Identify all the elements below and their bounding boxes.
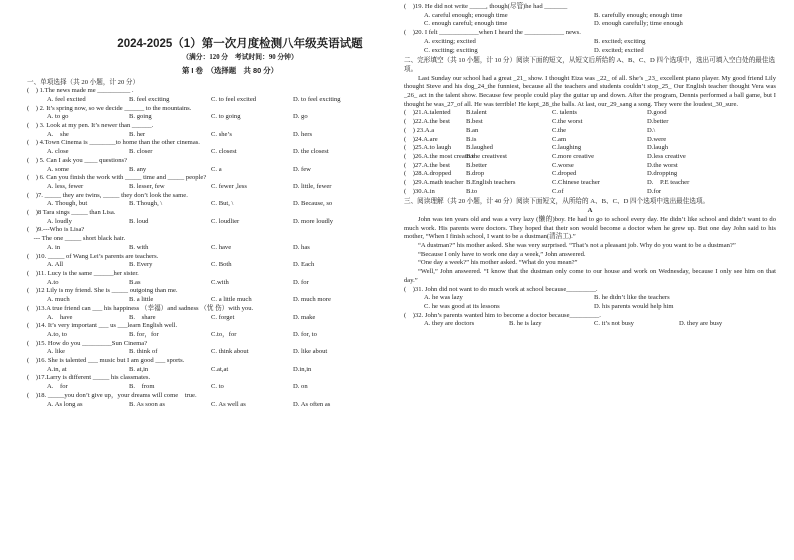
option: B. he is lazy <box>509 320 542 328</box>
option: D. Each <box>293 261 315 269</box>
option: D. like about <box>293 348 328 356</box>
option-row <box>27 148 393 157</box>
option-row <box>27 296 393 305</box>
option: C. to going <box>211 113 241 121</box>
question-stem: ( )12 Lily is my friend. She is _____ outgoing than me. <box>27 287 178 295</box>
question-stem: ( )19. He did not write _____, though(尽管)he had _______ <box>404 3 568 10</box>
passage-paragraph: “One day a week?” his mother asked. “What do you mean?” <box>418 259 578 267</box>
cloze-option: B.an <box>466 126 479 134</box>
option: D. make <box>293 313 316 321</box>
question-stem: ( ) 3. Look at my pen. It’s newer than ______. <box>27 122 154 130</box>
cloze-row <box>404 170 776 179</box>
option: C. a <box>211 165 222 173</box>
question-stem: ( )7. _____ they are twins, _____ they don’t look the same. <box>27 191 188 199</box>
option: B.as <box>129 278 141 286</box>
cloze-options <box>404 109 776 196</box>
option: D. to feel exciting <box>293 95 341 103</box>
option-row <box>404 320 776 329</box>
cloze-option: B.to <box>466 187 478 195</box>
option: C. As well as <box>211 400 246 408</box>
option: D. for <box>293 278 309 286</box>
question-stem: ( )32. John’s parents wanted him to become a doctor because_________. <box>404 311 601 319</box>
cloze-row <box>404 153 776 162</box>
cloze-passage: Last Sunday our school had a great _21_ show. I thought Eiza was _22_ of all. She’s _23_ excellent piano player. My good friend Lily thought Steve and his dog_24_the funniest, because all the teachers and students couldn’t stop_25_ Our English teacher thought Vera was _26_ act in the talent show. Because few people could play the guitar up and down. After the program, Dennis performed a ball game, but I thought he was_27_of all. He was terrible! He kept_28_the balls. At last, our_29_sang a song. They were the loudest_30_sure. <box>404 74 776 108</box>
option: D. his parents would help him <box>594 302 674 310</box>
option: A. exciting; excited <box>424 37 476 45</box>
option-row <box>27 314 393 323</box>
option: C. have <box>211 243 232 251</box>
option: B. Every <box>129 261 153 269</box>
cloze-option: ( )30.A.in <box>404 187 435 195</box>
option: B. any <box>129 165 147 173</box>
option: A. close <box>47 148 69 156</box>
option: C. a little much <box>211 296 252 304</box>
option: B. loud <box>129 217 149 225</box>
option: B. he didn’t like the teachers <box>594 294 670 302</box>
passage-paragraph: “Because I only have to work one day a week,” John answered. <box>418 250 586 258</box>
question-stem: ( )14. It’s very important ___ us ___learn English well. <box>27 322 178 330</box>
option: B. her <box>129 130 146 138</box>
option: A. As long as <box>47 400 83 408</box>
option-row <box>404 12 776 21</box>
question-stem: ( )10. _____ of Wang Lei’s parents are teachers. <box>27 252 159 260</box>
option: D. go <box>293 113 308 121</box>
cloze-option: ( )22.A.the best <box>404 118 450 126</box>
cloze-option: C. talents <box>552 109 577 117</box>
cloze-option: B.the creativest <box>466 152 508 160</box>
reading-questions <box>404 286 776 330</box>
option: C.to，for <box>211 330 237 338</box>
option: C.with <box>211 278 229 286</box>
option: B. share <box>129 313 156 321</box>
cloze-row <box>404 188 776 197</box>
cloze-option: D.less creative <box>647 152 686 160</box>
option-row <box>27 261 393 270</box>
option: D. Because, so <box>293 200 333 208</box>
option: C. fewer ,less <box>211 182 247 190</box>
option: D. little, fewer <box>293 182 332 190</box>
option: A.to, to <box>47 330 67 338</box>
option-row <box>27 348 393 357</box>
cloze-option: ( )24.A.are <box>404 135 438 143</box>
option: A. feel excited <box>47 95 86 103</box>
option: D. much more <box>293 296 331 304</box>
option: D. more loudly <box>293 217 334 225</box>
option: C. enough careful; enough time <box>424 20 508 28</box>
option: D. few <box>293 165 311 173</box>
option-row <box>27 166 393 175</box>
section3-heading: 三、阅读理解（共 20 小题，计 40 分）阅读下面短文，从所给的 A、B、C、D 四个选项中选出最佳选项。 <box>404 198 710 206</box>
option: A. she <box>47 130 69 138</box>
cloze-option: D. P.E teacher <box>647 179 690 187</box>
cloze-option: ( )28.A.dropped <box>404 170 452 178</box>
question-stem: ( )31. John did not want to do much work at school because_________. <box>404 285 598 293</box>
option: A. Though, but <box>47 200 88 208</box>
section1-continued <box>404 3 776 55</box>
option-row <box>27 200 393 209</box>
option-row <box>27 244 393 253</box>
right-column <box>404 0 776 329</box>
option: B. closer <box>129 148 153 156</box>
section1-questions <box>27 87 393 409</box>
option: B. from <box>129 383 155 391</box>
question-stem: ( )11. Lucy is the same ______her sister. <box>27 270 139 277</box>
part-heading: 第 I 卷 （选择题 共 80 分） <box>181 65 279 75</box>
option: C. it’s not busy <box>594 320 634 328</box>
question-stem: ( ) 1.The news made me __________ . <box>27 87 134 95</box>
cloze-option: C.worse <box>552 161 574 169</box>
option: A. he was lazy <box>424 294 463 302</box>
option: D. has <box>293 243 310 251</box>
cloze-option: D.laugh <box>647 144 669 152</box>
passage-paragraph: “Well,” John answered. “I know that the dustman only come to our house and work on Wednesday, because I only see him on that day.” <box>404 268 776 284</box>
option-row <box>27 383 393 392</box>
option: A. some <box>47 165 69 173</box>
option: D. they are busy <box>679 320 723 328</box>
page-title: 2024-2025（1）第一次月度检测八年级英语试题 <box>117 38 363 50</box>
question-stem: ( ) 2. It’s spring now, so we decide ______ to the mountains. <box>27 104 192 112</box>
question-stem: ( ) 5. Can I ask you ____ questions? <box>27 156 127 164</box>
cloze-option: B.drop <box>466 170 485 178</box>
option: B. lesser, few <box>129 182 165 190</box>
cloze-option: B.talent <box>466 109 487 117</box>
option: A. have <box>47 313 73 321</box>
left-column <box>27 0 393 409</box>
option-row <box>27 401 393 410</box>
option: D. hers <box>293 130 313 138</box>
question-stem: ( )8 Tara sings _____ than Lisa. <box>27 209 116 217</box>
option: C. But, \ <box>211 200 234 208</box>
option-row <box>404 47 776 56</box>
option-row <box>27 279 393 288</box>
question-stem: ( )13.A true friend can ___ his happiness （幸福）and sadness （忧 伤）with you. <box>27 304 254 312</box>
option-row <box>404 303 776 312</box>
option: C. to <box>211 383 224 391</box>
option: C. forget <box>211 313 235 321</box>
option: B. Though, \ <box>129 200 163 208</box>
option-row <box>27 96 393 105</box>
cloze-option: ( )21.A.talented <box>404 109 451 117</box>
option: B. a little <box>129 296 154 304</box>
option: C. he was good at its lessons <box>424 302 500 310</box>
option-row <box>404 20 776 29</box>
cloze-option: C.the worst <box>552 118 583 126</box>
cloze-option: B.laughed <box>466 144 493 152</box>
option-row <box>27 131 393 140</box>
option-row <box>27 366 393 375</box>
question-stem: ( )18. _____you don’t give up，your dreams will come true. <box>27 391 197 399</box>
option: A. like <box>47 348 65 356</box>
cloze-row <box>404 136 776 145</box>
question-stem: ( )20. I felt ____________when I heard the ____________ news. <box>404 29 581 37</box>
option: C. think about <box>211 348 249 356</box>
option-row <box>27 183 393 192</box>
option: B. carefully enough; enough time <box>594 11 683 19</box>
option: A. careful enough; enough time <box>424 11 508 19</box>
question-stem: ( )9.---Who is Lisa? <box>27 226 85 234</box>
cloze-option: D.\ <box>647 126 656 134</box>
question-stem: ( )17.Larry is different _____ his classmates. <box>27 374 151 382</box>
cloze-option: B.best <box>466 118 483 126</box>
passage-paragraph: “A dustman?” his mother asked. She was very surprised. “That’s not a pleasant job. Why do you want to be a dustman?” <box>418 241 736 249</box>
option: B. think of <box>129 348 158 356</box>
option: B. excited; exciting <box>594 37 646 45</box>
option: A. in <box>47 243 61 251</box>
option: C. exciting; exciting <box>424 46 478 54</box>
cloze-option: D.the worst <box>647 161 678 169</box>
cloze-option: D.for <box>647 187 662 195</box>
cloze-option: B.better <box>466 161 488 169</box>
cloze-option: C.laughing <box>552 144 582 152</box>
cloze-option: C.droped <box>552 170 577 178</box>
cloze-option: ( )27.A.the best <box>404 161 450 169</box>
option: A. All <box>47 261 64 269</box>
option: C. closest <box>211 148 237 156</box>
question-stem: ( )16. She is talented ___ music but I am good ___ sports. <box>27 357 185 365</box>
cloze-option: ( )29.A.math teacher <box>404 179 464 187</box>
option: C. loudlier <box>211 217 240 225</box>
option: A. much <box>47 296 70 304</box>
cloze-row <box>404 162 776 171</box>
question-stem: ( )15. How do you _________Sun Cinema? <box>27 339 148 347</box>
option: D. the closest <box>293 148 329 156</box>
cloze-row <box>404 144 776 153</box>
cloze-option: D.dropping <box>647 170 678 178</box>
passage-label: A <box>587 207 593 215</box>
option: D.in,in <box>293 365 312 373</box>
option: D. on <box>293 383 308 391</box>
cloze-option: C.Chinese teacher <box>552 179 600 187</box>
option: B. As soon as <box>129 400 165 408</box>
cloze-row <box>404 179 776 188</box>
option-row <box>404 294 776 303</box>
cloze-option: C.the <box>552 126 567 134</box>
option: D. excited; excited <box>594 46 644 54</box>
option: C. she’s <box>211 130 232 138</box>
option: B. for，for <box>129 330 159 338</box>
option: C.at,at <box>211 365 229 373</box>
cloze-row <box>404 127 776 136</box>
cloze-option: C.am <box>552 135 567 143</box>
cloze-option: ( )26.A.the most creative <box>404 152 475 160</box>
cloze-option: C.of <box>552 187 564 195</box>
exam-info: （满分：120 分 考试时间：90 分钟） <box>182 53 298 61</box>
cloze-option: ( )25.A.to laugh <box>404 144 452 152</box>
option: B. going <box>129 113 152 121</box>
option: D. As often as <box>293 400 331 408</box>
option: A.to <box>47 278 59 286</box>
option: A. less, fewer <box>47 182 84 190</box>
option: B. with <box>129 243 149 251</box>
cloze-option: D.were <box>647 135 667 143</box>
option: A. for <box>47 383 68 391</box>
passage-paragraph: John was ten years old and was a very lazy (懒的)boy. He had to go to school every day. He didn’t like school and didn’t want to do much work. His parents were doctors. They hoped that their son would become a doctor when he grew up. But one day John said to his mother, “When I finish school, I want to be a dustman(清洁工).” <box>404 215 776 241</box>
cloze-row <box>404 109 776 118</box>
option: A. loudly <box>47 217 72 225</box>
section1-heading: 一、单项选择（共 20 小题，计 20 分） <box>27 78 140 86</box>
section2-heading: 二、完形填空（共 10 小题，计 10 分）阅读下面的短文，从短文后所给的 A、B、C、D 四个选项中，选出可填入空白处的最佳选项。 <box>404 57 776 73</box>
option: C. Both <box>211 261 232 269</box>
option-row <box>27 218 393 227</box>
cloze-option: B.is <box>466 135 477 143</box>
option: A. they are doctors <box>424 320 475 328</box>
option: B. feel exciting <box>129 95 170 103</box>
cloze-option: B.English teachers <box>466 179 516 187</box>
option: D. enough carefully; time enough <box>594 20 683 28</box>
option: D. for, to <box>293 330 317 338</box>
cloze-row <box>404 118 776 127</box>
question-stem: --- The one _____ short black hair. <box>27 235 126 243</box>
question-stem: ( ) 6. Can you finish the work with _____ time and _____ people? <box>27 174 207 182</box>
cloze-option: C.more creative <box>552 152 595 160</box>
option-row <box>27 331 393 340</box>
option: A. to go <box>47 113 69 121</box>
cloze-option: D.good <box>647 109 667 117</box>
cloze-option: D.better <box>647 118 669 126</box>
option: B. at,in <box>129 365 149 373</box>
option-row <box>404 38 776 47</box>
option: C. to feel excited <box>211 95 257 103</box>
question-stem: ( ) 4.Town Cinema is ________to home than the other cinemas. <box>27 139 200 147</box>
option-row <box>27 113 393 122</box>
option: A.in, at <box>47 365 67 373</box>
reading-passage <box>404 216 776 286</box>
cloze-option: ( ) 23.A.a <box>404 126 435 134</box>
